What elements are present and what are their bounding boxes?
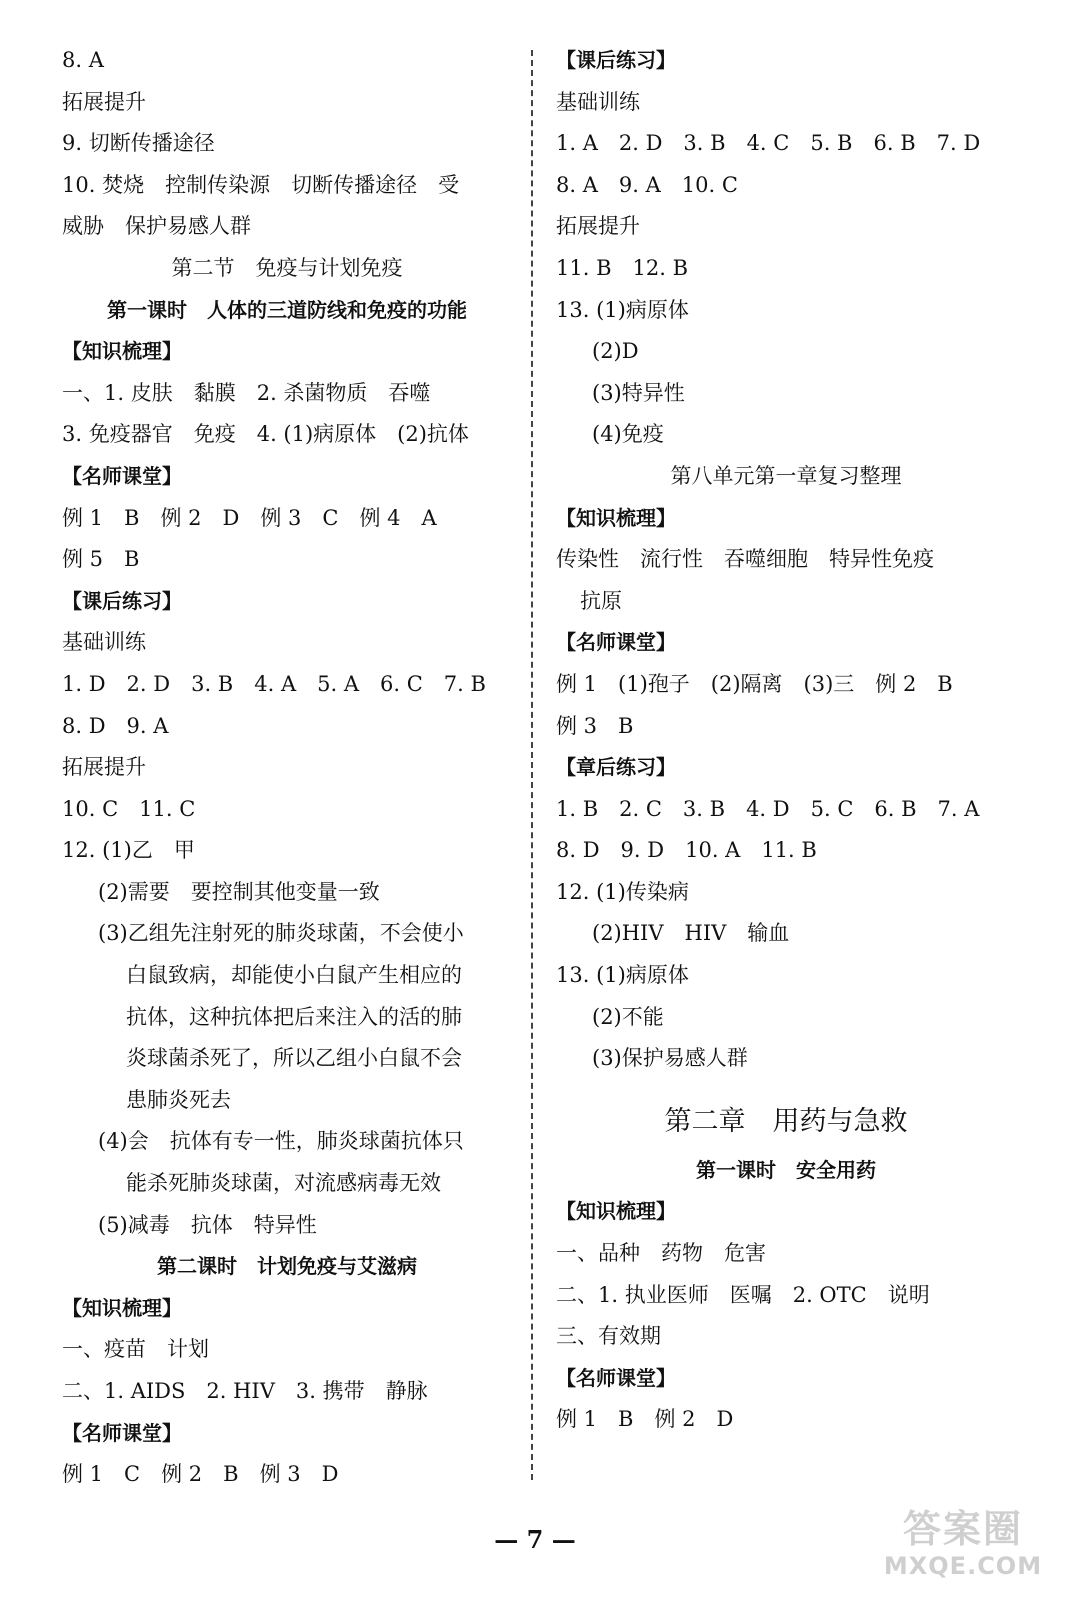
- answer-subline: (2)不能: [592, 1004, 664, 1029]
- answer-continuation: 炎球菌杀死了，所以乙组小白鼠不会: [126, 1046, 462, 1071]
- section-heading-bracket: 【课后练习】: [62, 588, 182, 613]
- answer-line: 传染性 流行性 吞噬细胞 特异性免疫: [556, 547, 934, 572]
- section-heading-bracket: 【名师课堂】: [62, 463, 182, 488]
- answer-line: 例 1 C 例 2 B 例 3 D: [62, 1462, 339, 1487]
- section-heading-bracket: 【名师课堂】: [556, 630, 676, 655]
- answer-line: 1. D 2. D 3. B 4. A 5. A 6. C 7. B: [62, 671, 486, 696]
- answer-subline: (4)会 抗体有专一性，肺炎球菌抗体只: [98, 1129, 464, 1154]
- answer-line: 例 1 B 例 2 D: [556, 1407, 734, 1432]
- answer-line: 10. C 11. C: [62, 796, 196, 821]
- answer-line: 13. (1)病原体: [556, 297, 689, 322]
- answer-line: 9. 切断传播途径: [62, 131, 215, 156]
- watermark-logo: [878, 1506, 1048, 1586]
- section-heading-bracket: 【知识梳理】: [62, 339, 182, 364]
- answer-line: 8. D 9. D 10. A 11. B: [556, 838, 817, 863]
- answer-line: 1. A 2. D 3. B 4. C 5. B 6. B 7. D: [556, 131, 981, 156]
- column-divider: [531, 50, 533, 1480]
- answer-subline: (2)HIV HIV 输血: [592, 921, 790, 946]
- answer-line: 8. A: [62, 48, 104, 72]
- answer-line: 基础训练: [556, 89, 640, 114]
- lesson-title: 第一课时 人体的三道防线和免疫的功能: [107, 297, 467, 322]
- answer-line: 1. B 2. C 3. B 4. D 5. C 6. B 7. A: [556, 796, 980, 821]
- section-title: 第八单元第一章复习整理: [670, 463, 902, 488]
- answer-line: 例 3 B: [556, 713, 634, 738]
- answer-line: 例 1 (1)孢子 (2)隔离 (3)三 例 2 B: [556, 671, 953, 696]
- answer-continuation: 能杀死肺炎球菌，对流感病毒无效: [126, 1171, 441, 1196]
- left-column: [62, 40, 512, 1496]
- answer-line: 10. 焚烧 控制传染源 切断传播途径 受: [62, 172, 460, 197]
- answer-line: 二、1. 执业医师 医嘱 2. OTC 说明: [556, 1282, 930, 1307]
- right-column: [556, 40, 1016, 1441]
- answer-subline: (3)特异性: [592, 380, 685, 405]
- answer-subline: (2)需要 要控制其他变量一致: [98, 879, 380, 904]
- answer-line: 一、疫苗 计划: [62, 1337, 209, 1362]
- answer-subline: (2)D: [592, 339, 639, 364]
- answer-line: 一、品种 药物 危害: [556, 1241, 766, 1266]
- answer-line: 12. (1)乙 甲: [62, 838, 195, 863]
- answer-line: 一、1. 皮肤 黏膜 2. 杀菌物质 吞噬: [62, 380, 431, 405]
- lesson-title: 第一课时 安全用药: [696, 1157, 876, 1182]
- answer-continuation: 白鼠致病，却能使小白鼠产生相应的: [126, 963, 462, 988]
- answer-line: 3. 免疫器官 免疫 4. (1)病原体 (2)抗体: [62, 422, 469, 447]
- section-title: 第二节 免疫与计划免疫: [171, 255, 403, 280]
- answer-continuation: 抗原: [580, 588, 622, 613]
- section-heading-bracket: 【知识梳理】: [62, 1295, 182, 1320]
- watermark-bottom-text: MXQE.COM: [883, 1552, 1043, 1580]
- answer-line: 8. A 9. A 10. C: [556, 172, 738, 197]
- answer-continuation: 抗体，这种抗体把后来注入的活的肺: [126, 1004, 462, 1029]
- section-heading-bracket: 【名师课堂】: [556, 1365, 676, 1390]
- page-number: — 7 —: [494, 1525, 576, 1554]
- section-heading-bracket: 【知识梳理】: [556, 505, 676, 530]
- answer-line: 例 1 B 例 2 D 例 3 C 例 4 A: [62, 505, 437, 530]
- answer-line: 12. (1)传染病: [556, 879, 689, 904]
- answer-line: 拓展提升: [62, 89, 146, 114]
- answer-subline: (5)减毒 抗体 特异性: [98, 1212, 317, 1237]
- section-heading-bracket: 【章后练习】: [556, 755, 676, 780]
- answer-subline: (3)保护易感人群: [592, 1046, 748, 1071]
- answer-line: 例 5 B: [62, 547, 140, 572]
- answer-line: 拓展提升: [556, 214, 640, 239]
- answer-continuation: 患肺炎死去: [126, 1087, 231, 1112]
- answer-line: 威胁 保护易感人群: [62, 214, 251, 239]
- answer-line: 三、有效期: [556, 1324, 661, 1349]
- answer-line: 13. (1)病原体: [556, 963, 689, 988]
- chapter-title: 第二章 用药与急救: [664, 1105, 908, 1137]
- answer-line: 拓展提升: [62, 755, 146, 780]
- answer-line: 基础训练: [62, 630, 146, 655]
- answer-line: 8. D 9. A: [62, 713, 169, 738]
- answer-subline: (3)乙组先注射死的肺炎球菌，不会使小: [98, 921, 464, 946]
- section-heading-bracket: 【名师课堂】: [62, 1420, 182, 1445]
- section-heading-bracket: 【课后练习】: [556, 48, 676, 72]
- answer-subline: (4)免疫: [592, 422, 664, 447]
- section-heading-bracket: 【知识梳理】: [556, 1199, 676, 1224]
- answer-line: 11. B 12. B: [556, 255, 689, 280]
- lesson-title: 第二课时 计划免疫与艾滋病: [157, 1254, 417, 1279]
- answer-line: 二、1. AIDS 2. HIV 3. 携带 静脉: [62, 1379, 428, 1403]
- watermark-top-text: 答案圈: [902, 1507, 1023, 1551]
